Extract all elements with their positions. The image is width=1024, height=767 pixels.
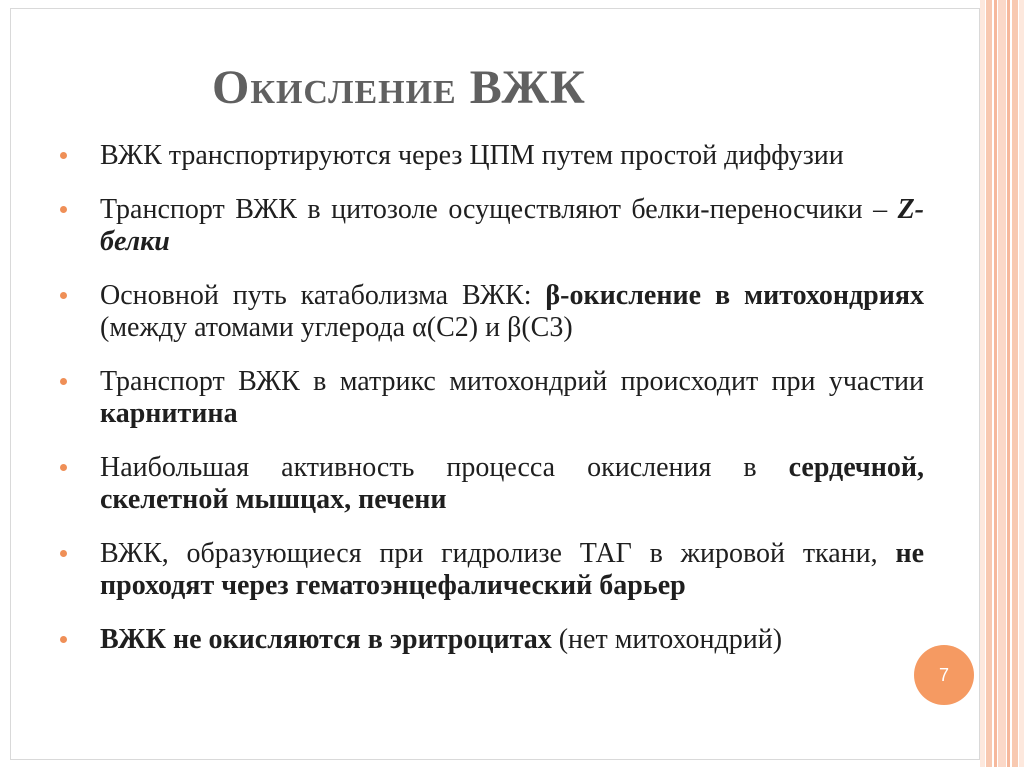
bullet-item-6 bbox=[56, 538, 924, 602]
bullet-item-2 bbox=[56, 194, 924, 258]
bullet-5-text-part-1: Наибольшая активность процесса окисления в bbox=[100, 452, 789, 483]
bullet-7-text-part-2: (нет митохондрий) bbox=[551, 624, 783, 655]
page-number: 7 bbox=[938, 664, 949, 685]
bullet-item-7 bbox=[56, 624, 924, 656]
bullet-2-text-part-1: Транспорт ВЖК в цитозоле осуществляют белки-переносчики – bbox=[100, 194, 898, 225]
stripe-7 bbox=[1019, 0, 1024, 767]
bullet-item-3 bbox=[56, 280, 924, 344]
bullet-marker-icon bbox=[60, 636, 67, 643]
slide-title bbox=[212, 60, 772, 116]
bullet-2-text-part-2: Z-белки bbox=[100, 194, 924, 257]
bullet-3-text-part-3: (между атомами углерода α(С2) и β(С3) bbox=[100, 312, 573, 343]
page-number-badge bbox=[914, 645, 974, 705]
stripe-6 bbox=[1012, 0, 1018, 767]
stripe-5 bbox=[1007, 0, 1010, 767]
bullet-item-1 bbox=[56, 140, 924, 172]
bullet-item-4 bbox=[56, 366, 924, 430]
bullet-marker-icon bbox=[60, 550, 67, 557]
bullet-3-text-part-1: Основной путь катаболизма ВЖК: bbox=[100, 280, 546, 311]
bullet-item-5 bbox=[56, 452, 924, 516]
bullet-3-text-part-2: β-окисление в митохондриях bbox=[545, 280, 924, 311]
bullet-list bbox=[56, 140, 924, 678]
bullet-marker-icon bbox=[60, 464, 67, 471]
stripe-2 bbox=[986, 0, 992, 767]
bullet-marker-icon bbox=[60, 378, 67, 385]
bullet-marker-icon bbox=[60, 292, 67, 299]
bullet-4-text-part-2: карнитина bbox=[100, 398, 238, 429]
bullet-6-text-part-2: не проходят через гематоэнцефалический барьер bbox=[100, 538, 924, 601]
bullet-4-text-part-1: Транспорт ВЖК в матрикс митохондрий происходит при участии bbox=[100, 366, 924, 397]
bullet-5-text-part-2: сердечной, скелетной мышцах, печени bbox=[100, 452, 924, 515]
stripe-1 bbox=[980, 0, 985, 767]
slide-title-text: Окисление ВЖК bbox=[212, 61, 586, 114]
bullet-6-text-part-1: ВЖК, образующиеся при гидролизе ТАГ в жировой ткани, bbox=[100, 538, 896, 569]
bullet-marker-icon bbox=[60, 152, 67, 159]
decorative-right-stripes bbox=[980, 0, 1024, 767]
bullet-marker-icon bbox=[60, 206, 67, 213]
stripe-3 bbox=[994, 0, 997, 767]
bullet-1-text: ВЖК транспортируются через ЦПМ путем простой диффузии bbox=[100, 140, 844, 171]
stripe-4 bbox=[998, 0, 1006, 767]
bullet-7-text-part-1: ВЖК не окисляются в эритроцитах bbox=[100, 624, 552, 655]
